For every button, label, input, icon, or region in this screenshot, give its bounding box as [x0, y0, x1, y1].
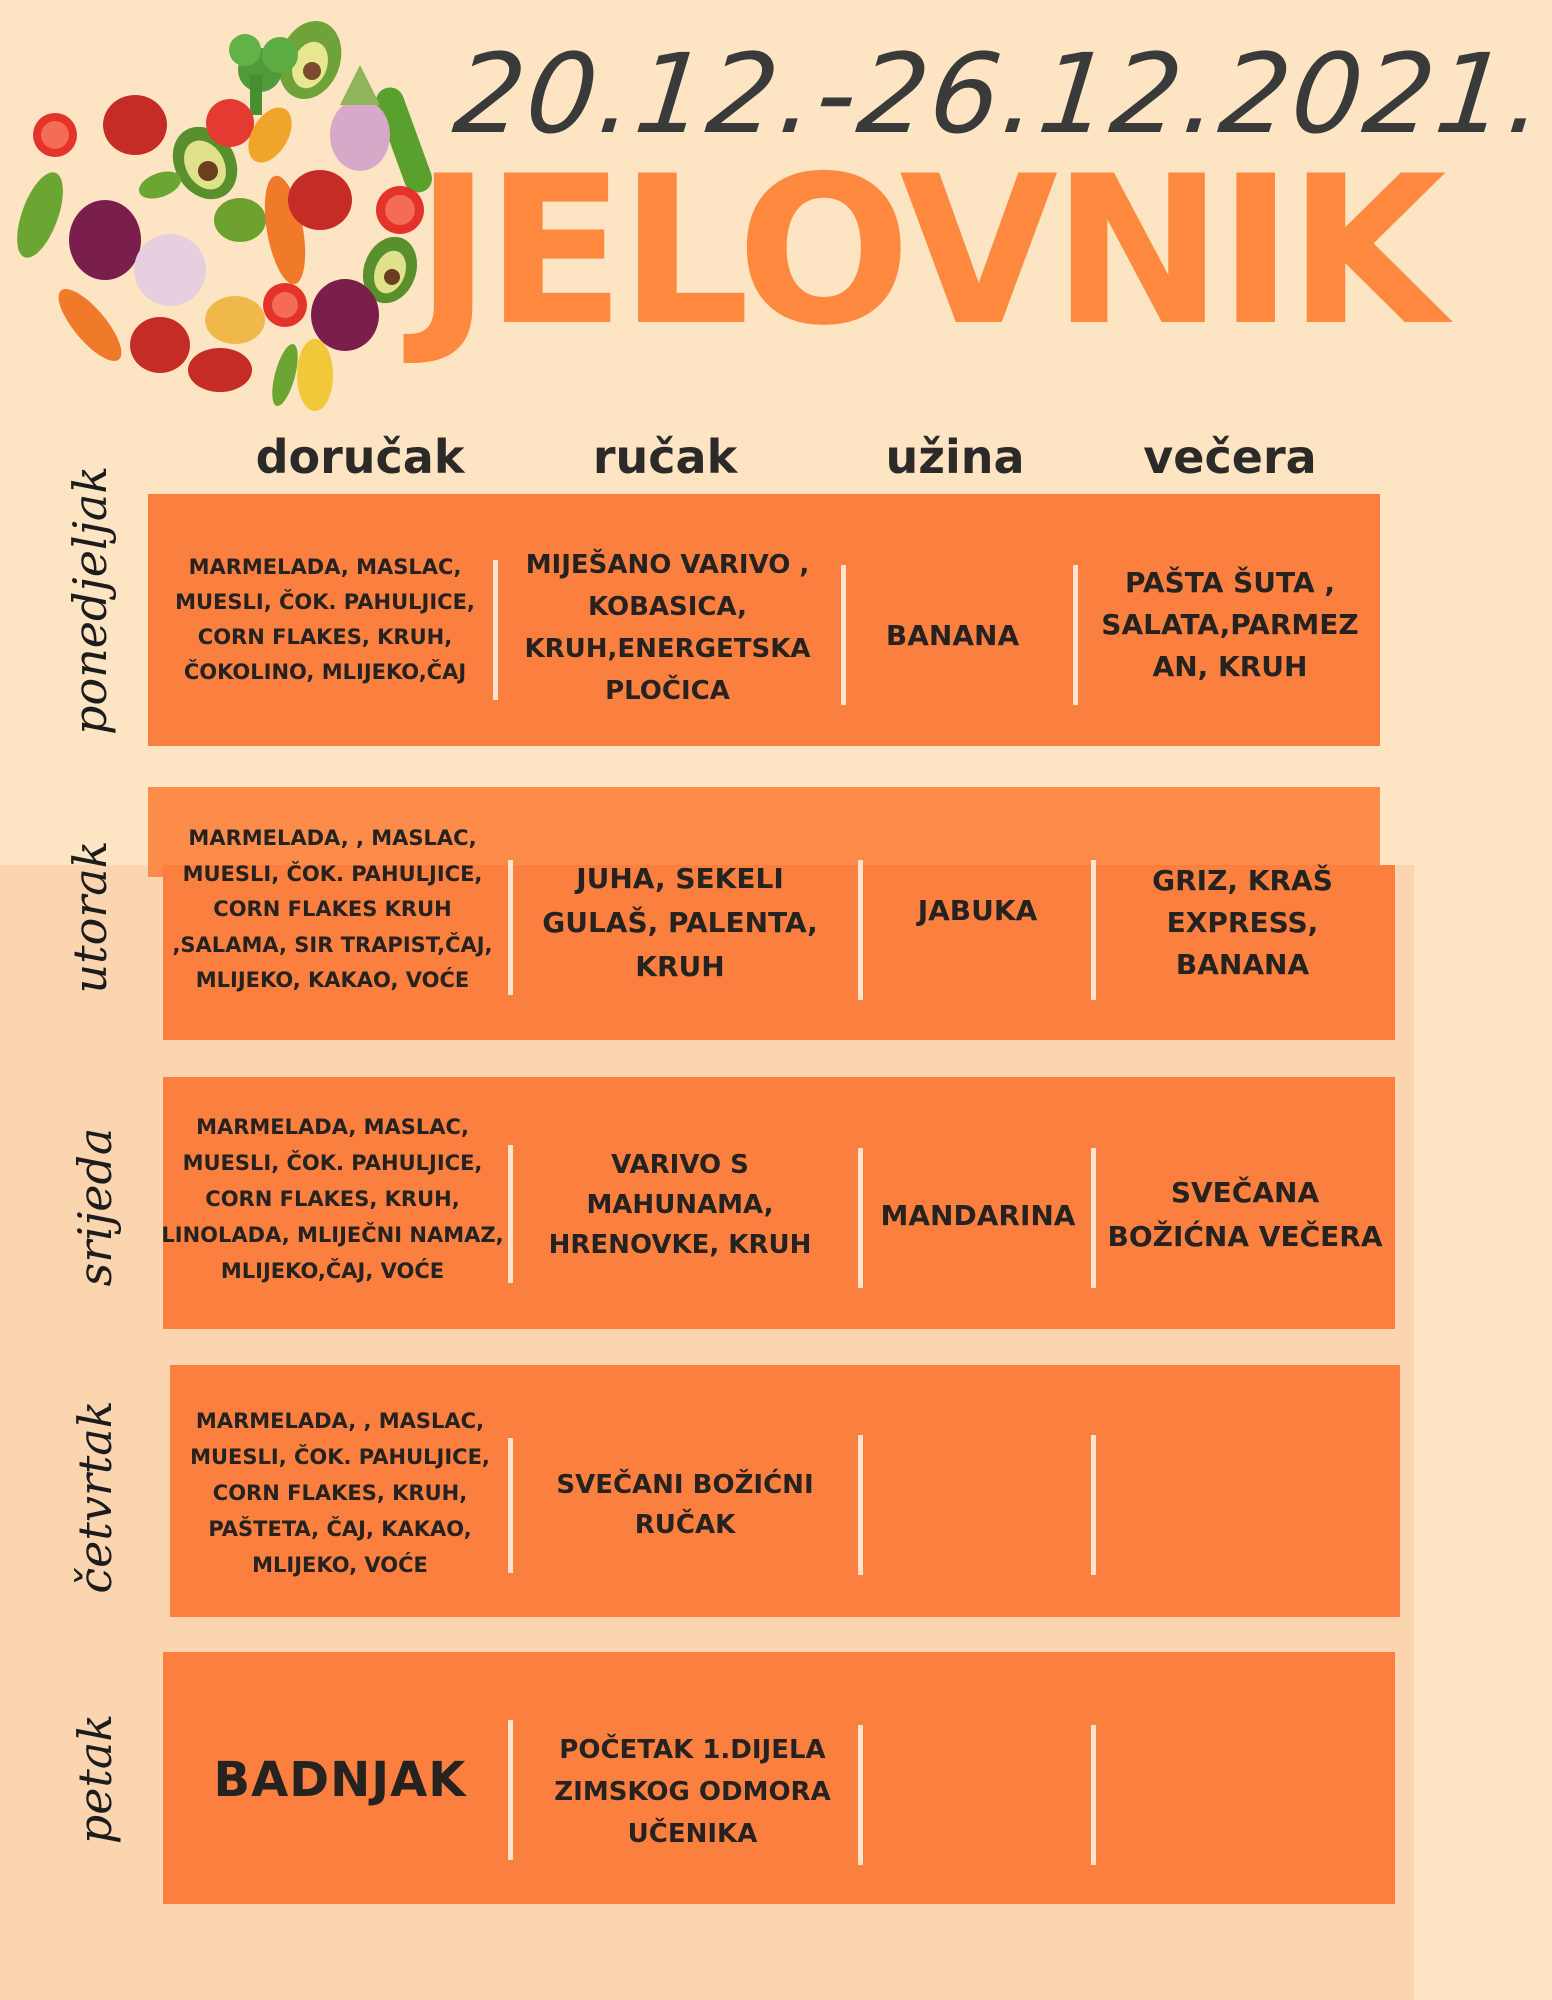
friday-lunch: POČETAK 1.DIJELA ZIMSKOG ODMORA UČENIKA [554, 1735, 831, 1849]
friday-dinner [1105, 1740, 1385, 1840]
tuesday-dinner: GRIZ, KRAŠ EXPRESS, BANANA [1152, 863, 1333, 981]
separator [1091, 1148, 1096, 1288]
separator [508, 1145, 513, 1283]
separator [858, 1435, 863, 1575]
separator [1091, 1725, 1096, 1865]
separator [1091, 860, 1096, 1000]
vegetables-icon [8, 12, 436, 411]
thursday-lunch: SVEČANI BOŽIĆNI RUČAK [556, 1470, 814, 1540]
friday-breakfast: BADNJAK [213, 1752, 467, 1808]
tuesday-lunch: JUHA, SEKELI GULAŠ, PALENTA, KRUH [542, 861, 818, 983]
thursday-breakfast: MARMELADA, , MASLAC, MUESLI, ČOK. PAHULJICE, CORN FLAKES, KRUH, PAŠTETA, ČAJ, KAKAO, MLIJEKO, VOĆE [190, 1408, 490, 1577]
date-range: 20.12.-26.12.2021. [448, 30, 1552, 158]
monday-snack: BANANA [885, 618, 1020, 652]
separator [508, 1720, 513, 1860]
friday-snack [868, 1740, 1083, 1840]
separator [508, 1438, 513, 1573]
wednesday-lunch: VARIVO S MAHUNAMA, HRENOVKE, KRUH [548, 1150, 812, 1260]
wednesday-snack: MANDARINA [880, 1198, 1076, 1232]
column-header-snack: užina [885, 430, 1025, 484]
wednesday-breakfast: MARMELADA, MASLAC, MUESLI, ČOK. PAHULJICE, CORN FLAKES, KRUH, LINOLADA, MLIJEČNI NAMAZ, MLIJEKO,ČAJ, VOĆE [161, 1115, 504, 1283]
day-label-monday: ponedjeljak [63, 465, 117, 735]
day-label-thursday: četvrtak [68, 1400, 122, 1594]
separator [1091, 1435, 1096, 1575]
thursday-dinner [1105, 1450, 1385, 1550]
separator [858, 860, 863, 1000]
separator [1073, 565, 1078, 705]
separator [508, 860, 513, 995]
tuesday-breakfast: MARMELADA, , MASLAC, MUESLI, ČOK. PAHULJICE, CORN FLAKES KRUH ,SALAMA, SIR TRAPIST,ČAJ, MLIJEKO, KAKAO, VOĆE [172, 826, 493, 993]
day-label-friday: petak [68, 1713, 122, 1845]
day-label-wednesday: srijeda [68, 1127, 122, 1287]
monday-lunch: MIJEŠANO VARIVO , KOBASICA, KRUH,ENERGETSKA PLOČICA [524, 549, 811, 706]
day-label-tuesday: utorak [63, 840, 117, 994]
separator [858, 1725, 863, 1865]
separator [493, 560, 498, 700]
vegetable-heart-illustration [10, 15, 440, 415]
column-header-breakfast: doručak [255, 430, 465, 484]
thursday-snack [868, 1450, 1083, 1550]
separator [841, 565, 846, 705]
monday-dinner: PAŠTA ŠUTA , SALATA,PARMEZ AN, KRUH [1101, 566, 1359, 683]
page-title: JELOVNIK [415, 133, 1441, 371]
monday-breakfast: MARMELADA, MASLAC, MUESLI, ČOK. PAHULJICE, CORN FLAKES, KRUH, ČOKOLINO, MLIJEKO,ČAJ [175, 555, 475, 684]
tuesday-snack: JABUKA [917, 893, 1038, 927]
column-header-lunch: ručak [592, 430, 738, 484]
column-header-dinner: večera [1143, 430, 1317, 484]
wednesday-dinner: SVEČANA BOŽIĆNA VEČERA [1107, 1176, 1383, 1253]
separator [858, 1148, 863, 1288]
